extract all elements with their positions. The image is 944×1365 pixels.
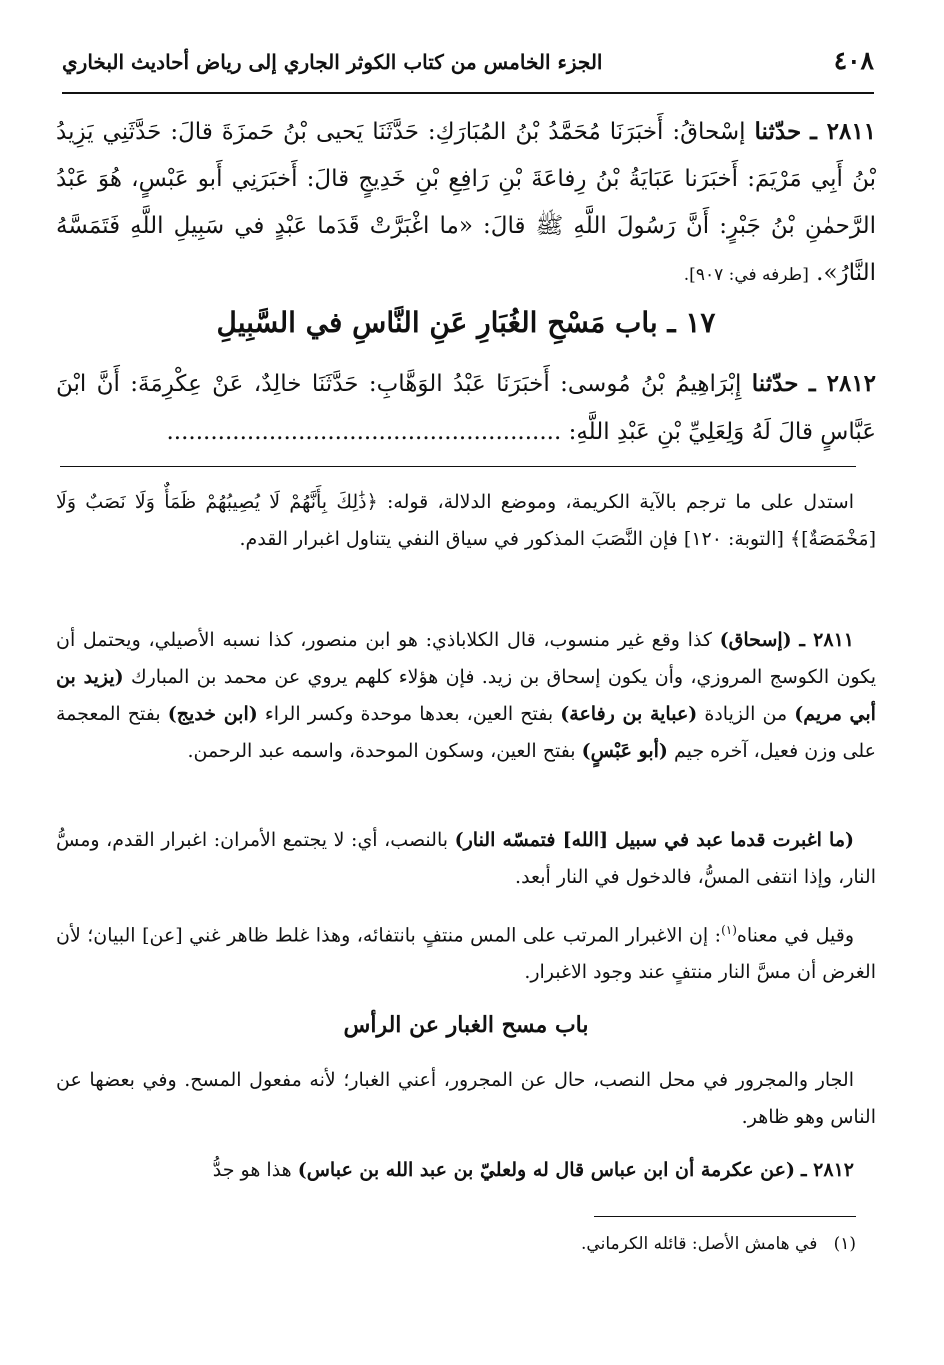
footnote-marker: (١): [721, 923, 737, 937]
commentary-paragraph: [56, 484, 876, 558]
commentary-paragraph: وقيل في معناه$^{(١)}$: إن الاغبرار المرتب على المس منتفٍ بانتفائه، وهذا غلط ظاهر غني [عن] البيان؛ لأن الغرض أن مسَّ النار منتفٍ عند وجود الاغبرار.: [56, 923, 876, 984]
narration-word: حدّثنا: [751, 370, 799, 397]
hadith-2812: [56, 360, 876, 456]
hadith-2811: [56, 108, 876, 299]
chapter-heading: ١٧ ـ باب مَسْحِ الغُبَارِ عَنِ النَّاسِ في السَّبِيلِ: [216, 306, 716, 339]
footnote-text: في هامش الأصل: قائله الكرماني.: [581, 1234, 818, 1254]
commentary-paragraph: الجار والمجرور في محل النصب، حال عن المجرور، أعني الغبار؛ لأنه مفعول المسح. وفي بعضها عن الناس وهو ظاهر.: [56, 1069, 876, 1128]
footnote-separator: [594, 1216, 856, 1217]
hadith-number: ٢٨١٢ ـ: [808, 370, 877, 397]
running-title: الجزء الخامس من كتاب الكوثر الجاري إلى رياض أحاديث البخاري: [62, 50, 603, 74]
hadith-text: إسْحاقُ: أَخبَرَنَا مُحَمَّدُ بْنُ المُبَارَكِ: حَدَّثَنَا يَحيى بْنُ حَمزَةَ قالَ: حَدَّثَنِي يَزِيدُ بْنُ أَبِي مَرْيَمَ: أَخبَرَنا عَبَايَةُ بْنُ رِفاعَةَ بْنِ رَافِعِ بْنِ خَدِيجٍ قالَ: أَخبَرَنِي أَبو عَبْسٍ، هُوَ عَبْدُ الرَّحمٰنِ بْنُ جَبْرٍ: أَنَّ رَسُولَ اللَّهِ ﷺ قالَ: «ما اغْبَرَّتْ قَدَما عَبْدٍ في سَبِيلِ اللَّهِ فَتَمَسَّهُ النَّارُ».: [56, 119, 876, 286]
footnote: [581, 1234, 856, 1254]
hadith-text: إِبْرَاهِيمُ بْنُ مُوسى: أَخبَرَنَا عَبْدُ الوَهَّابِ: حَدَّثَنَا خالِدٌ، عَنْ عِكْرِمَةَ: أَنَّ ابْنَ عَبَّاسٍ قالَ لَهُ وَلِعَلِيِّ بْنِ عَبْدِ اللَّهِ:: [56, 371, 876, 445]
text-separator: [60, 466, 856, 467]
cross-reference: [طرفه في: ٩٠٧].: [683, 265, 809, 285]
commentary-paragraph: ٢٨١١ ـ (إسحاق) كذا وقع غير منسوب، قال الكلاباذي: هو ابن منصور، كذا نسبه الأصيلي، ويحتمل أن يكون الكوسج المروزي، وأن يكون إسحاق بن زيد. فإن هؤلاء كلهم يروي عن محمد بن المبارك (يزيد بن أبي مريم) من الزيادة (عباية بن رفاعة) بفتح العين، بعدها موحدة وكسر الراء (ابن خديج) بفتح المعجمة على وزن فعيل، آخره جيم (أبو عَبْسٍ) بفتح العين، وسكون الموحدة، واسمه عبد الرحمن.: [56, 629, 877, 762]
footnote-number: (١): [833, 1234, 856, 1254]
commentary-text: استدل على ما ترجم بالآية الكريمة، وموضع الدلالة، قوله: ﴿ذَٰلِكَ بِأَنَّهُمْ لَا يُصِيبُهُمْ ظَمَأٌ وَلَا نَصَبٌ وَلَا [مَخْمَصَةٌ]﴾ [التوبة: ١٢٠] فإن النَّصَبَ المذكور في سياق النفي يتناول اغبرار القدم.: [56, 491, 876, 550]
commentary-paragraph: (ما اغبرت قدما عبد في سبيل [الله] فتمسّه النار) بالنصب، أي: لا يجتمع الأمران: اغبرار القدم، ومسُّ النار، وإذا انتفى المسُّ، فالدخول في النار أبعد.: [56, 829, 876, 888]
ellipsis-dots: ......................................................: [166, 419, 562, 445]
narration-word: حدّثنا: [754, 118, 802, 145]
commentary-heading: باب مسح الغبار عن الرأس: [343, 1012, 589, 1038]
hadith-number: ٢٨١١ ـ: [810, 118, 877, 145]
commentary-paragraph: ٢٨١٢ ـ (عن عكرمة أن ابن عباس قال له ولعليّ بن عبد الله بن عباس) هذا هو جدُّ: [212, 1159, 854, 1181]
page-number: ٤٠٨: [833, 46, 874, 75]
page-header: [62, 46, 874, 94]
